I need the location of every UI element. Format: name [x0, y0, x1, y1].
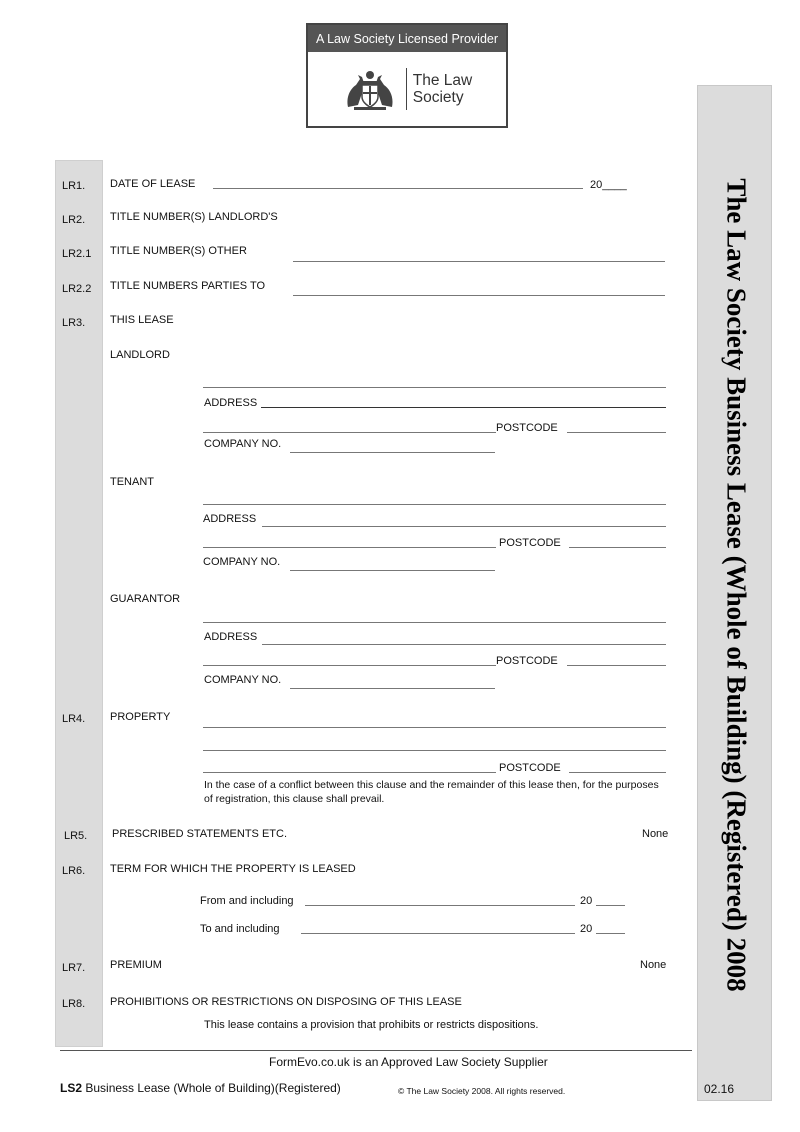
tenant-postcode-label: POSTCODE	[499, 537, 561, 549]
label-date-of-lease: DATE OF LEASE	[110, 178, 196, 190]
label-landlord: LANDLORD	[110, 349, 170, 361]
guarantor-name-field[interactable]	[203, 622, 666, 623]
term-to-year-field[interactable]	[596, 933, 625, 934]
form-code: LS2	[60, 1081, 83, 1095]
landlord-company-field[interactable]	[290, 452, 495, 453]
label-tenant: TENANT	[110, 476, 154, 488]
label-prohibitions: PROHIBITIONS OR RESTRICTIONS ON DISPOSING OF THIS LEASE	[110, 996, 462, 1008]
label-title-landlords: TITLE NUMBER(S) LANDLORD'S	[110, 211, 278, 223]
label-premium: PREMIUM	[110, 959, 162, 971]
landlord-postcode-field[interactable]	[567, 432, 666, 433]
landlord-address-label: ADDRESS	[204, 397, 258, 409]
premium-value: None	[640, 959, 667, 971]
tenant-company-label: COMPANY NO.	[203, 556, 281, 568]
property-line-2[interactable]	[203, 750, 666, 751]
code-lr1: LR1.	[62, 180, 86, 192]
logo-line-2: Society	[412, 89, 464, 106]
logo-line-1: The Law	[412, 72, 473, 89]
label-from-including: From and including	[200, 895, 294, 907]
document-title: The Law Society Business Lease (Whole of Building) (Registered) 2008	[721, 178, 752, 992]
tenant-address-line-2[interactable]	[203, 547, 496, 548]
guarantor-postcode-field[interactable]	[567, 665, 666, 666]
property-line-3[interactable]	[203, 772, 496, 773]
label-this-lease: THIS LEASE	[110, 314, 174, 326]
title-other-field[interactable]	[293, 261, 665, 262]
form-version: 02.16	[704, 1082, 735, 1096]
property-postcode-field[interactable]	[569, 772, 666, 773]
code-lr2: LR2.	[62, 214, 86, 226]
tenant-company-field[interactable]	[290, 570, 495, 571]
code-lr4: LR4.	[62, 713, 86, 725]
supplier-statement: FormEvo.co.uk is an Approved Law Society Supplier	[269, 1055, 548, 1069]
date-of-lease-field[interactable]	[213, 188, 583, 189]
guarantor-postcode-label: POSTCODE	[496, 655, 558, 667]
guarantor-company-field[interactable]	[290, 688, 495, 689]
code-lr22: LR2.2	[62, 283, 92, 295]
law-society-badge	[306, 23, 508, 128]
form-identifier	[60, 1082, 341, 1095]
code-lr3: LR3.	[62, 317, 86, 329]
landlord-company-label: COMPANY NO.	[204, 438, 282, 450]
prescribed-statements-value: None	[642, 828, 669, 840]
landlord-address-line-2[interactable]	[203, 432, 496, 433]
property-postcode-label: POSTCODE	[499, 762, 561, 774]
label-guarantor: GUARANTOR	[110, 593, 181, 605]
label-property: PROPERTY	[110, 711, 171, 723]
code-lr6: LR6.	[62, 865, 86, 877]
tenant-name-field[interactable]	[203, 504, 666, 505]
guarantor-company-label: COMPANY NO.	[204, 674, 282, 686]
form-name: Business Lease (Whole of Building)(Registered)	[82, 1081, 341, 1095]
badge-top-text: A Law Society Licensed Provider	[308, 25, 506, 52]
term-from-year-field[interactable]	[596, 905, 625, 906]
code-lr7: LR7.	[62, 962, 86, 974]
guarantor-address-field[interactable]	[262, 644, 666, 645]
landlord-address-field[interactable]	[261, 407, 666, 408]
coat-of-arms-icon	[342, 67, 398, 111]
title-parties-field[interactable]	[293, 295, 665, 296]
footer-divider	[60, 1050, 692, 1051]
label-term: TERM FOR WHICH THE PROPERTY IS LEASED	[110, 863, 356, 875]
law-society-logo-text	[413, 72, 472, 106]
tenant-postcode-field[interactable]	[569, 547, 666, 548]
tenant-address-field[interactable]	[262, 526, 666, 527]
prohibitions-note: This lease contains a provision that prohibits or restricts dispositions.	[204, 1019, 539, 1031]
copyright-notice: © The Law Society 2008. All rights reserved.	[398, 1086, 566, 1096]
label-prescribed-statements: PRESCRIBED STATEMENTS ETC.	[112, 828, 288, 840]
landlord-name-field[interactable]	[203, 387, 666, 388]
landlord-postcode-label: POSTCODE	[496, 422, 558, 434]
property-note: In the case of a conflict between this clause and the remainder of this lease then, for the purposes of registration, this clause shall prevail.	[204, 779, 659, 805]
term-from-field[interactable]	[305, 905, 575, 906]
term-to-year: 20	[580, 923, 593, 935]
code-lr21: LR2.1	[62, 248, 92, 260]
label-title-other: TITLE NUMBER(S) OTHER	[110, 245, 247, 257]
badge-divider	[406, 68, 407, 110]
term-from-year: 20	[580, 895, 593, 907]
guarantor-address-label: ADDRESS	[204, 631, 258, 643]
term-to-field[interactable]	[301, 933, 575, 934]
date-year-field[interactable]: 20____	[590, 179, 627, 191]
code-lr5: LR5.	[64, 830, 88, 842]
code-lr8: LR8.	[62, 998, 86, 1010]
label-title-parties: TITLE NUMBERS PARTIES TO	[110, 280, 266, 292]
guarantor-address-line-2[interactable]	[203, 665, 496, 666]
property-line-1[interactable]	[203, 727, 666, 728]
label-to-including: To and including	[200, 923, 280, 935]
tenant-address-label: ADDRESS	[203, 513, 257, 525]
